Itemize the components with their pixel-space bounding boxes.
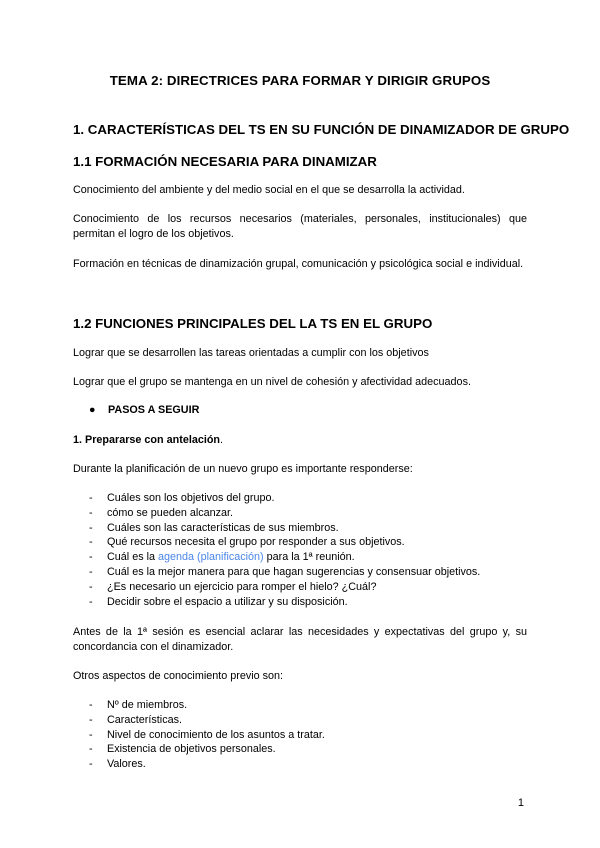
list-item: - Qué recursos necesita el grupo por responder a sus objetivos.: [89, 536, 405, 549]
section-1-1-heading: 1.1 FORMACIÓN NECESARIA PARA DINAMIZAR: [73, 154, 377, 169]
list-item: - Nivel de conocimiento de los asuntos a tratar.: [89, 728, 325, 741]
paragraph: Durante la planificación de un nuevo grupo es importante responderse:: [73, 463, 413, 475]
paragraph: Conocimiento de los recursos necesarios (materiales, personales, institucionales) que permitan el logro de los objetivos.: [73, 213, 527, 240]
bullet-dot-icon: ●: [89, 404, 96, 416]
list-item: - Nº de miembros.: [89, 699, 188, 711]
list-item: - ¿Es necesario un ejercicio para romper el hielo? ¿Cuál?: [89, 580, 377, 593]
other-aspects-list: [89, 698, 529, 772]
bullet-label: PASOS A SEGUIR: [108, 404, 200, 416]
page-number: 1: [517, 797, 524, 809]
list-item: - Existencia de objetivos personales.: [89, 743, 276, 756]
paragraph: Antes de la 1ª sesión es esencial aclarar las necesidades y expectativas del grupo y, su concordancia con el dinamizador.: [73, 626, 527, 653]
list-item: - Valores.: [89, 758, 146, 771]
document-title: TEMA 2: DIRECTRICES PARA FORMAR Y DIRIGIR GRUPOS: [109, 73, 491, 88]
paragraph: Lograr que se desarrollen las tareas orientadas a cumplir con los objetivos: [73, 347, 429, 359]
list-item: - Cuáles son los objetivos del grupo.: [89, 492, 275, 504]
list-item: - Decidir sobre el espacio a utilizar y su disposición.: [89, 595, 348, 608]
list-item: - Cuál es la agenda (planificación) para la 1ª reunión.: [89, 551, 355, 564]
section-1-heading: 1. CARACTERÍSTICAS DEL TS EN SU FUNCIÓN DE DINAMIZADOR DE GRUPO: [73, 122, 570, 137]
paragraph: Lograr que el grupo se mantenga en un nivel de cohesión y afectividad adecuados.: [73, 376, 471, 388]
list-item: - Características.: [89, 713, 182, 726]
step-1-bold: 1. Prepararse con antelación: [73, 434, 221, 446]
step-heading: [73, 433, 527, 448]
list-item: - Cuál es la mejor manera para que hagan sugerencias y consensuar objetivos.: [89, 565, 481, 578]
paragraph: Conocimiento del ambiente y del medio social en el que se desarrolla la actividad.: [73, 184, 465, 196]
paragraph: Formación en técnicas de dinamización grupal, comunicación y psicológica social e individual.: [73, 258, 524, 270]
agenda-link[interactable]: agenda (planificación): [158, 551, 264, 564]
list-item: - cómo se pueden alcanzar.: [89, 506, 234, 519]
list-item: - Cuáles son las características de sus miembros.: [89, 521, 339, 534]
step-1-period: .: [220, 434, 224, 446]
planning-list: [89, 491, 529, 609]
bullet-item: [89, 404, 199, 416]
section-1-2-heading: 1.2 FUNCIONES PRINCIPALES DEL LA TS EN EL GRUPO: [73, 316, 433, 331]
paragraph: Otros aspectos de conocimiento previo son:: [73, 670, 284, 682]
